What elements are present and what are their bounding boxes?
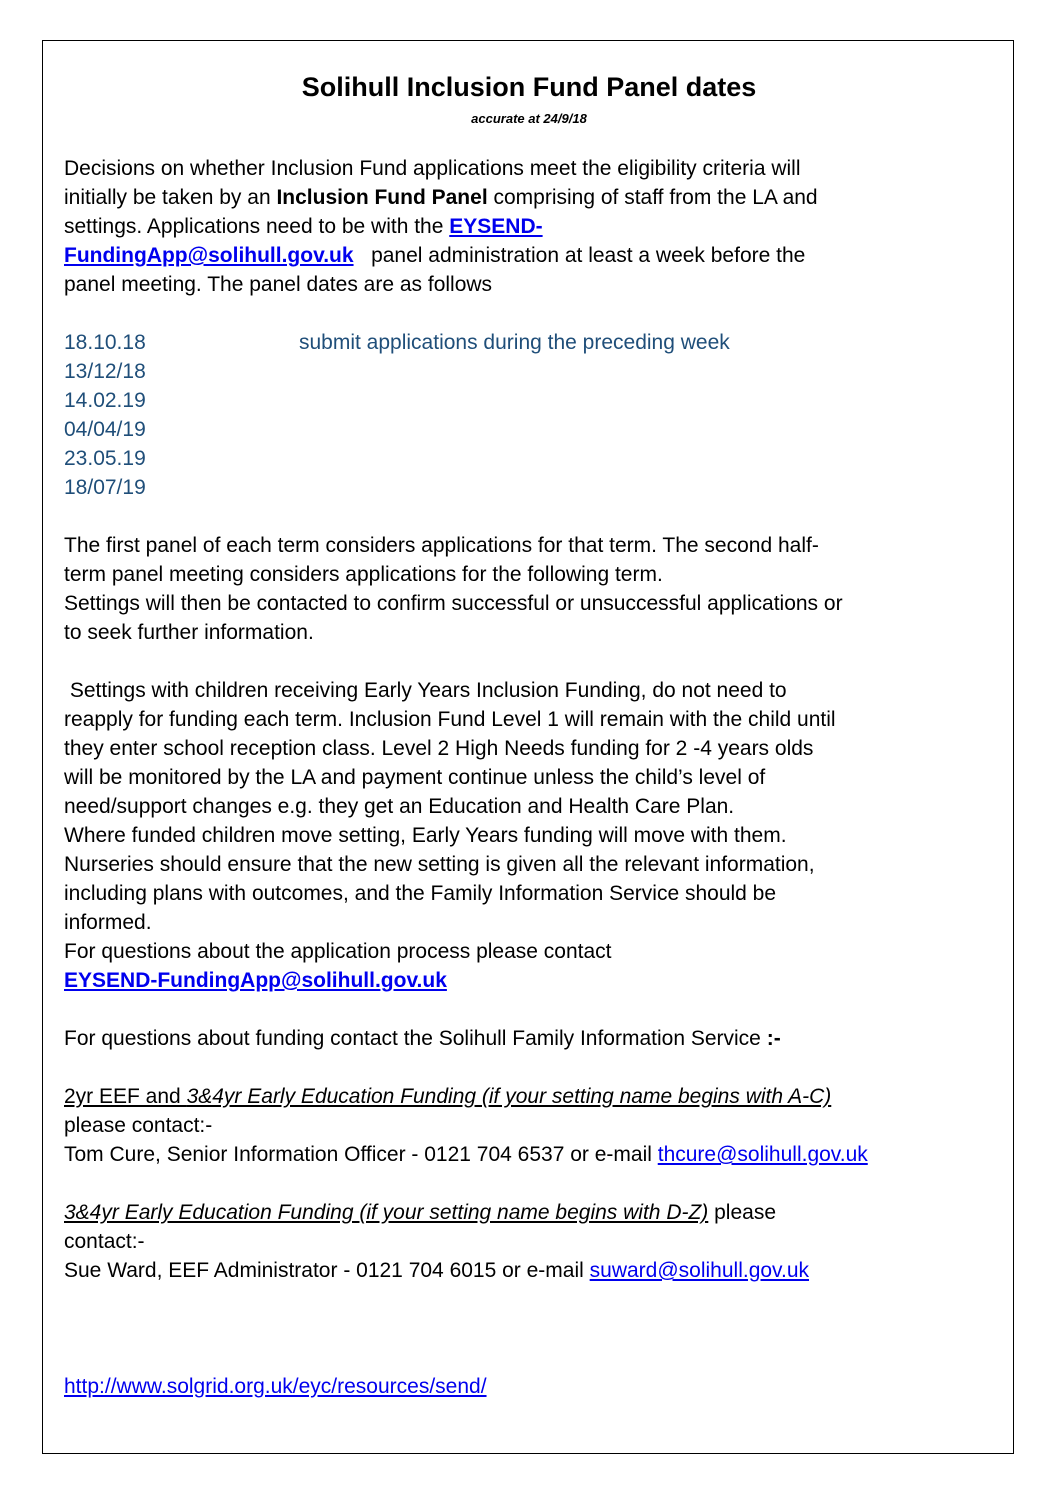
spacer <box>64 299 1024 328</box>
para2-line: term panel meeting considers applications for the following term. <box>64 563 663 586</box>
panel-date-row <box>64 415 1024 444</box>
contact1-line-2: please contact:- <box>64 1114 213 1137</box>
para2-line: Settings will then be contacted to confirm successful or unsuccessful applications or <box>64 592 843 615</box>
panel-date: 18/07/19 <box>64 476 146 499</box>
para3-line: will be monitored by the LA and payment continue unless the child’s level of <box>64 766 766 789</box>
panel-date: 23.05.19 <box>64 447 146 470</box>
thcure-email-link[interactable]: thcure@solihull.gov.uk <box>657 1143 868 1166</box>
intro-line-4 <box>64 241 1024 270</box>
spacer <box>64 1343 1024 1372</box>
intro-text: settings. Applications need to be with the <box>64 215 450 238</box>
contact1-heading-italic: 3&4yr Early Education Funding (if your setting name begins with A-C) <box>186 1085 832 1108</box>
funding-question-bold: :- <box>766 1027 781 1050</box>
contact1-line-3 <box>64 1140 1024 1169</box>
contact2-heading-italic: 3&4yr Early Education Funding (if your setting name begins with D-Z) <box>64 1201 709 1224</box>
contact2-heading <box>64 1198 1024 1227</box>
contact1-heading-underlined: 2yr EEF and <box>64 1085 187 1108</box>
para3-line: reapply for funding each term. Inclusion Fund Level 1 will remain with the child until <box>64 708 836 731</box>
intro-text: initially be taken by an <box>64 186 277 209</box>
contact-email-link[interactable]: EYSEND-FundingApp@solihull.gov.uk <box>64 969 447 992</box>
para3-line: Nurseries should ensure that the new setting is given all the relevant information, <box>64 853 815 876</box>
funding-question-line <box>64 1024 1024 1053</box>
intro-line-2 <box>64 183 1024 212</box>
panel-date: 14.02.19 <box>64 389 146 412</box>
spacer <box>64 647 1024 676</box>
contact1-details: Tom Cure, Senior Information Officer - 0121 704 6537 or e-mail <box>64 1143 658 1166</box>
contact-email-line <box>64 966 1024 995</box>
intro-text: panel administration at least a week before the <box>353 244 806 267</box>
panel-date-row <box>64 473 1024 502</box>
intro-line-5: panel meeting. The panel dates are as follows <box>64 273 493 296</box>
page-title: Solihull Inclusion Fund Panel dates <box>301 72 757 102</box>
contact2-line-2: contact:- <box>64 1230 145 1253</box>
resources-url-link[interactable]: http://www.solgrid.org.uk/eyc/resources/send/ <box>64 1375 487 1398</box>
resources-url-line <box>64 1372 1024 1401</box>
contact1-heading <box>64 1082 1024 1111</box>
spacer <box>64 1314 1024 1343</box>
panel-date: 04/04/19 <box>64 418 146 441</box>
panel-date-row <box>64 328 1024 357</box>
spacer <box>64 995 1024 1024</box>
email-link-part-1[interactable]: EYSEND- <box>449 215 543 238</box>
para2-line: to seek further information. <box>64 621 314 644</box>
para3-line: informed. <box>64 911 152 934</box>
intro-text: comprising of staff from the LA and <box>487 186 818 209</box>
spacer <box>64 1285 1024 1314</box>
intro-line-3 <box>64 212 1024 241</box>
panel-date-row <box>64 386 1024 415</box>
page-subtitle: accurate at 24/9/18 <box>471 111 587 126</box>
intro-line-1: Decisions on whether Inclusion Fund applications meet the eligibility criteria will <box>64 157 801 180</box>
para3-line: For questions about the application process please contact <box>64 940 612 963</box>
funding-question-text: For questions about funding contact the Solihull Family Information Service <box>64 1027 767 1050</box>
email-link-part-2[interactable]: FundingApp@solihull.gov.uk <box>64 244 354 267</box>
contact2-details: Sue Ward, EEF Administrator - 0121 704 6015 or e-mail <box>64 1259 590 1282</box>
panel-date-row <box>64 444 1024 473</box>
intro-bold-text: Inclusion Fund Panel <box>276 186 488 209</box>
para3-line: Where funded children move setting, Early Years funding will move with them. <box>64 824 787 847</box>
panel-date-row <box>64 357 1024 386</box>
para3-line: they enter school reception class. Level 2 High Needs funding for 2 -4 years olds <box>64 737 814 760</box>
panel-date: 13/12/18 <box>64 360 146 383</box>
spacer <box>64 1053 1024 1082</box>
suward-email-link[interactable]: suward@solihull.gov.uk <box>589 1259 810 1282</box>
panel-date: 18.10.18 <box>64 331 146 354</box>
spacer <box>64 1169 1024 1198</box>
para2-line: The first panel of each term considers applications for that term. The second half- <box>64 534 819 557</box>
para3-line: including plans with outcomes, and the Family Information Service should be <box>64 882 777 905</box>
para3-line: Settings with children receiving Early Years Inclusion Funding, do not need to <box>64 679 787 702</box>
panel-date-note: submit applications during the preceding week <box>299 331 730 354</box>
document-body <box>64 154 1024 1401</box>
para3-line: need/support changes e.g. they get an Education and Health Care Plan. <box>64 795 735 818</box>
contact2-heading-text: please <box>708 1201 777 1224</box>
spacer <box>64 502 1024 531</box>
contact2-line-3 <box>64 1256 1024 1285</box>
